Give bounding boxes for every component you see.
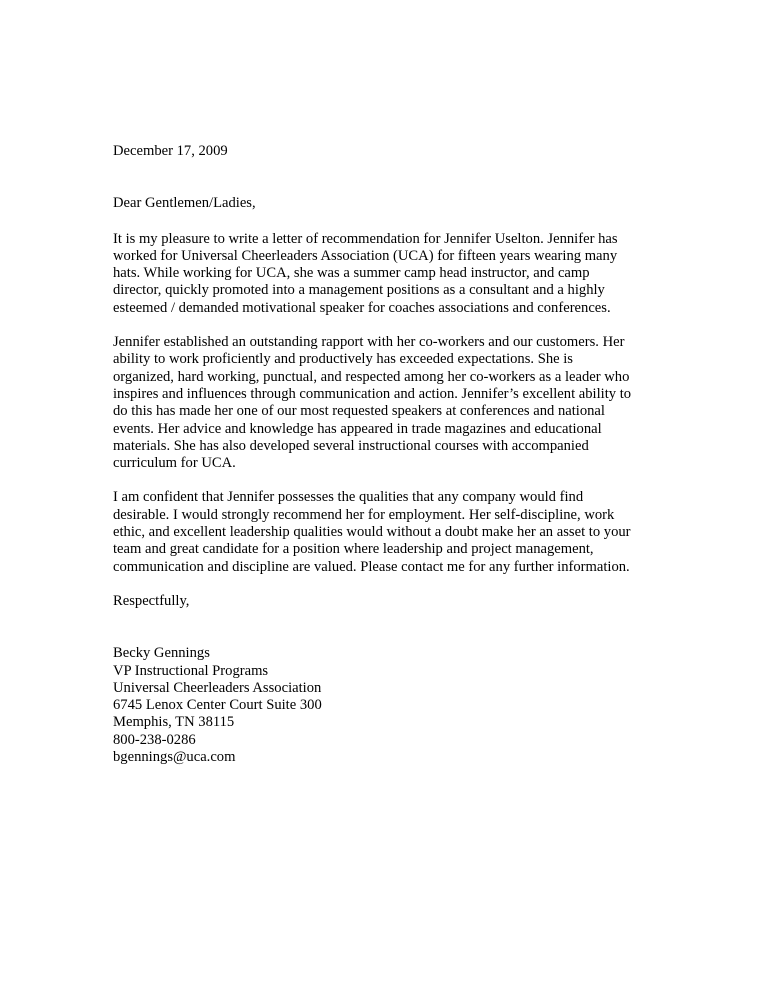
- paragraph-line: ability to work proficiently and productively has exceeded expectations. She is: [113, 351, 573, 368]
- paragraph-line: hats. While working for UCA, she was a summer camp head instructor, and camp: [113, 265, 590, 282]
- signer-title: VP Instructional Programs: [113, 662, 269, 679]
- signer-organization: Universal Cheerleaders Association: [113, 679, 322, 696]
- body-paragraph-2: [113, 334, 658, 472]
- paragraph-line: team and great candidate for a position where leadership and project management,: [113, 541, 594, 558]
- paragraph-line: desirable. I would strongly recommend her for employment. Her self-discipline, work: [113, 506, 615, 523]
- paragraph-line: materials. She has also developed several instructional courses with accompanied: [113, 437, 589, 454]
- letter-closing: Respectfully,: [113, 592, 190, 609]
- paragraph-line: I am confident that Jennifer possesses the qualities that any company would find: [113, 489, 584, 506]
- signer-name: Becky Gennings: [113, 645, 210, 662]
- paragraph-line: worked for Universal Cheerleaders Association (UCA) for fifteen years wearing many: [113, 247, 618, 264]
- signature-block: [113, 645, 658, 766]
- paragraph-line: communication and discipline are valued. Please contact me for any further information.: [113, 558, 630, 575]
- paragraph-line: ethic, and excellent leadership qualities would without a doubt make her an asset to your: [113, 524, 631, 541]
- body-paragraph-3: [113, 489, 658, 575]
- paragraph-line: do this has made her one of our most requested speakers at conferences and national: [113, 403, 605, 420]
- recommendation-letter: [113, 143, 658, 766]
- signer-phone: 800-238-0286: [113, 731, 196, 748]
- paragraph-line: events. Her advice and knowledge has appeared in trade magazines and educational: [113, 420, 602, 437]
- paragraph-line: curriculum for UCA.: [113, 455, 236, 472]
- signer-email: bgennings@uca.com: [113, 749, 236, 766]
- paragraph-line: Jennifer established an outstanding rapport with her co-workers and our customers. Her: [113, 334, 625, 351]
- paragraph-line: director, quickly promoted into a management positions as a consultant and a highly: [113, 282, 605, 299]
- letter-salutation: Dear Gentlemen/Ladies,: [113, 195, 256, 212]
- paragraph-line: inspires and influences through communication and action. Jennifer’s excellent ability to: [113, 385, 632, 402]
- body-paragraph-1: [113, 231, 658, 317]
- signer-address-line2: Memphis, TN 38115: [113, 714, 235, 731]
- paragraph-line: organized, hard working, punctual, and respected among her co-workers as a leader who: [113, 368, 630, 385]
- letter-date: December 17, 2009: [113, 143, 228, 159]
- paragraph-line: esteemed / demanded motivational speaker for coaches associations and conferences.: [113, 299, 611, 316]
- paragraph-line: It is my pleasure to write a letter of recommendation for Jennifer Uselton. Jennifer has: [113, 230, 618, 247]
- signer-address-line1: 6745 Lenox Center Court Suite 300: [113, 697, 322, 714]
